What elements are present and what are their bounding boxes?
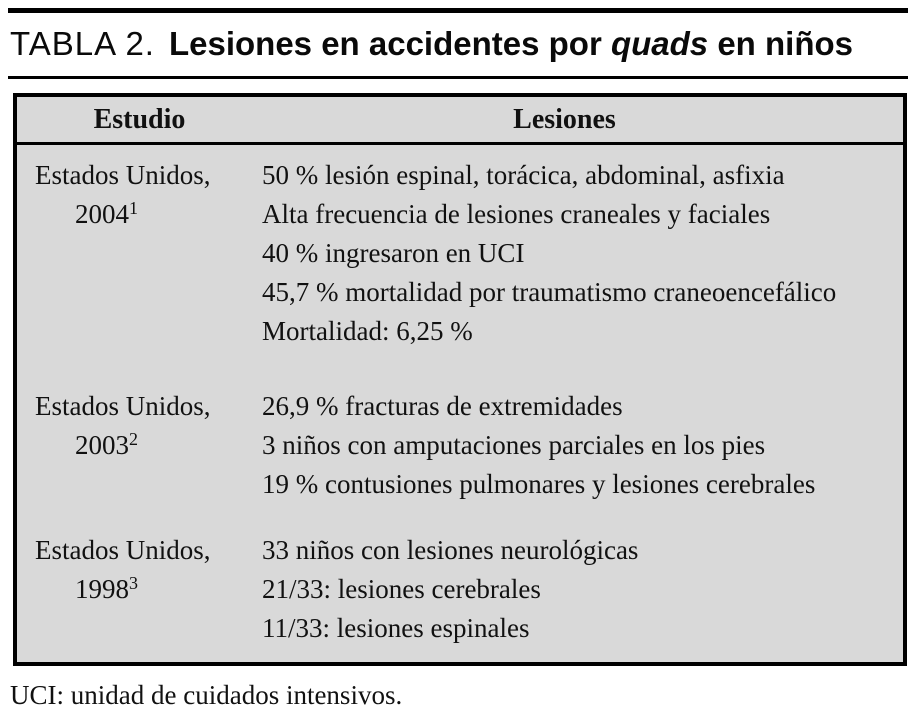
table-row — [17, 387, 903, 504]
lesions-cell — [262, 156, 903, 351]
lesion-line: 50 % lesión espinal, torácica, abdominal, asfixia — [262, 160, 785, 190]
lesion-line: 19 % contusiones pulmonares y lesiones cerebrales — [262, 469, 816, 499]
lesion-line: Mortalidad: 6,25 % — [262, 316, 473, 346]
lesion-line: 45,7 % mortalidad por traumatismo craneoencefálico — [262, 277, 837, 307]
study-cell — [17, 531, 262, 609]
lesions-cell — [262, 387, 903, 504]
study-reference-superscript: 1 — [129, 198, 138, 218]
study-reference-superscript: 2 — [129, 429, 138, 449]
lesion-line: 26,9 % fracturas de extremidades — [262, 391, 623, 421]
lesion-line: 21/33: lesiones cerebrales — [262, 574, 541, 604]
study-year — [17, 426, 262, 465]
table-title — [8, 13, 908, 76]
column-header-lesions: Lesiones — [513, 103, 616, 135]
title-bottom-rule — [8, 76, 908, 79]
column-header-study: Estudio — [93, 103, 186, 135]
study-name: Estados Unidos, — [35, 160, 211, 190]
study-year — [17, 570, 262, 609]
lesions-cell — [262, 531, 903, 648]
lesion-line: Alta frecuencia de lesiones craneales y faciales — [262, 199, 771, 229]
table-row — [17, 156, 903, 351]
lesion-line: 33 niños con lesiones neurológicas — [262, 535, 639, 565]
table-body — [17, 145, 903, 648]
study-year-value: 2003 — [75, 430, 129, 460]
study-name: Estados Unidos, — [35, 535, 211, 565]
study-cell — [17, 387, 262, 465]
document-page — [8, 8, 908, 705]
table-header-row — [17, 97, 903, 145]
table-row — [17, 531, 903, 648]
data-table — [13, 93, 907, 666]
table-footnote: UCI: unidad de cuidados intensivos. — [10, 680, 403, 705]
table-title-tail: en niños — [708, 25, 853, 62]
study-year-value: 2004 — [75, 199, 129, 229]
table-title-label: TABLA 2. — [10, 25, 155, 62]
lesion-line: 11/33: lesiones espinales — [262, 613, 530, 643]
table-title-main: Lesiones en accidentes por — [168, 25, 611, 62]
study-cell — [17, 156, 262, 234]
study-year-value: 1998 — [75, 574, 129, 604]
study-name: Estados Unidos, — [35, 391, 211, 421]
lesion-line: 40 % ingresaron en UCI — [262, 238, 525, 268]
study-reference-superscript: 3 — [129, 573, 138, 593]
lesion-line: 3 niños con amputaciones parciales en los pies — [262, 430, 766, 460]
study-year — [17, 195, 262, 234]
table-title-italic-word: quads — [610, 25, 709, 62]
